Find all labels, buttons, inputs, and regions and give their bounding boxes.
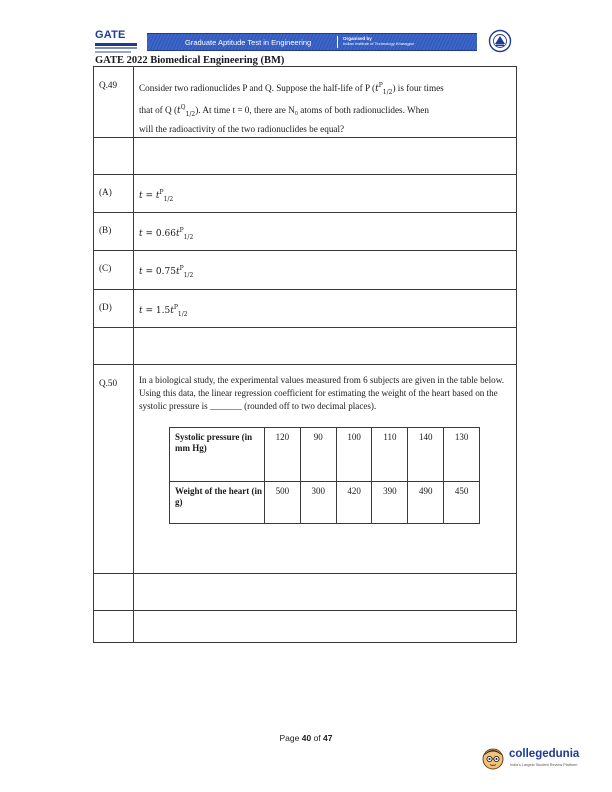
cell-value: 140 — [408, 428, 444, 482]
half-life-p-symbol: $t^P_{1/2}$ — [375, 82, 393, 96]
row-label-systolic: Systolic pressure (in mm Hg) — [170, 428, 265, 482]
data-row-systolic — [170, 428, 480, 482]
option-label: (A) — [99, 187, 112, 197]
gate-logo-text: GATE — [95, 29, 126, 41]
question-table — [93, 66, 517, 643]
spacer-row — [94, 574, 517, 611]
page-number: Page 40 of 47 — [279, 733, 333, 743]
banner-title: Graduate Aptitude Test in Engineering — [185, 38, 312, 47]
spacer-row — [94, 611, 517, 643]
cell-value: 390 — [372, 482, 408, 524]
option-row-b — [94, 213, 517, 251]
option-a-expression: $t = t^P_{1/2}$ — [139, 189, 174, 203]
option-b-expression: $t = 0.66t^P_{1/2}$ — [139, 227, 194, 241]
header-banner — [147, 33, 477, 51]
data-table — [169, 427, 480, 524]
data-row-weight — [170, 482, 480, 524]
cell-value: 300 — [300, 482, 336, 524]
spacer-row — [94, 328, 517, 365]
question-row — [94, 67, 517, 138]
collegedunia-logo — [480, 745, 580, 775]
cell-value: 490 — [408, 482, 444, 524]
question-text: In a biological study, the experimental values measured from 6 subjects are given in the table below. Using this data, the linear regression coefficient for estimating the weight of the heart based on the systolic pressure is _______ (rounded off to two decimal places). Systolic pressure (in mm Hg) 120 90 100 110 140 130 Weight of the heart (in g) 500 300 420 390 490 450 — [134, 365, 517, 574]
cell-value: 450 — [444, 482, 480, 524]
organizer-block — [343, 36, 415, 46]
cell-value: 100 — [336, 428, 372, 482]
brand-name: collegedunia — [509, 748, 580, 760]
spacer-row — [94, 138, 517, 175]
half-life-q-symbol: $t^Q_{1/2}$ — [177, 104, 196, 118]
cell-value: 500 — [265, 482, 301, 524]
cell-value: 110 — [372, 428, 408, 482]
option-c-expression: $t = 0.75t^P_{1/2}$ — [139, 265, 194, 279]
option-label: (C) — [99, 263, 112, 273]
cell-value: 90 — [300, 428, 336, 482]
gate-logo — [95, 30, 145, 56]
question-row — [94, 365, 517, 574]
option-label: (D) — [99, 302, 112, 312]
option-row-c — [94, 251, 517, 290]
cell-value: 420 — [336, 482, 372, 524]
option-row-a — [94, 175, 517, 213]
cell-value: 130 — [444, 428, 480, 482]
iit-emblem-icon — [488, 29, 512, 53]
question-text: Consider two radionuclides P and Q. Suppose the half-life of P $(t^P_{1/2})$ is four times that of Q $(t^Q_{1/2})$. At time t = 0, there are N₀ atoms of both radionuclides. When will the radioactivity of the two radionuclides be equal? — [134, 67, 517, 138]
brand-tagline: India's Largest Student Review Platform — [510, 763, 578, 767]
mascot-icon — [480, 745, 506, 771]
organizer-name: Indian Institute of Technology Kharagpur — [343, 41, 415, 46]
row-label-weight: Weight of the heart (in g) — [170, 482, 265, 524]
cell-value: 120 — [265, 428, 301, 482]
option-row-d — [94, 290, 517, 328]
question-number: Q.49 — [94, 67, 134, 138]
question-number: Q.50 — [94, 365, 134, 574]
paper-title: GATE 2022 Biomedical Engineering (BM) — [95, 55, 285, 66]
option-d-expression: $t = 1.5t^P_{1/2}$ — [139, 304, 188, 318]
page-header — [95, 28, 517, 56]
option-label: (B) — [99, 225, 112, 235]
organizer-label: Organised by — [343, 36, 372, 41]
